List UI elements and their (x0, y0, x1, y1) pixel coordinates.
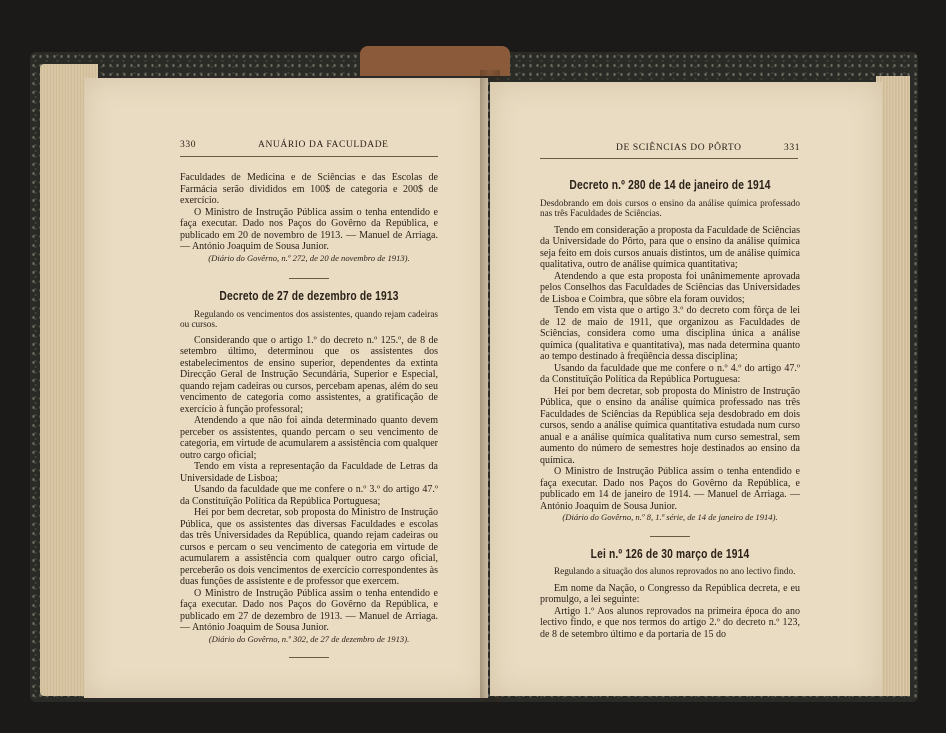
right-running-head: DE SCIÊNCIAS DO PÔRTO (616, 143, 742, 153)
law-title: Lei n.º 126 de 30 março de 1914 (590, 546, 750, 561)
paragraph: Tendo em vista que o artigo 3.º do decreto com fôrça de lei de 12 de maio de 1911, que organizou as Faculdades de Sciências, considera como uma disciplina única a análise química (qualitativa e quantitativa), mas nada determina quanto ao tempo destinado à freqüência dessa disciplina; (540, 305, 800, 362)
left-text-block (180, 172, 438, 658)
citation: (Diário do Govêrno, n.º 8, 1.ª série, de 14 de janeiro de 1914). (562, 512, 778, 522)
right-text-block (540, 180, 800, 640)
paragraph: Hei por bem decretar, sob proposta do Ministro de Instrução Pública, que os assistentes das diversas Faculdades e escolas das três Universidades da República, quando rejam cadeiras ou cursos e percam o seu vencimento de categoria em virtude de acumularem a assistência com qualquer outro cargo oficial, perceberão os dois vencimentos de exercício correspondentes às duas funções de assistente e de professor que exercem. (180, 507, 438, 587)
paragraph: O Ministro de Instrução Pública assim o tenha entendido e faça executar. Dado nos Paços do Govêrno da República, e publicado em 27 de dezembro de 1913. — Manuel de Arriaga. — António Joaquim de Sousa Junior. (180, 587, 438, 633)
paragraph: Considerando que o artigo 1.º do decreto n.º 125.º, de 8 de setembro último, determinou que os assistentes dos estabelecimentos de ensino superior, dependentes da extinta Direcção Geral de Instrução Secundária, Superior e Especial, quando rejam cadeiras ou cursos, percebam apenas, além do seu vencimento de categoria como assistentes, a gratificação de exercício à função professoral; (180, 334, 438, 415)
right-page-number: 331 (784, 143, 801, 153)
citation: (Diário do Govêrno, n.º 272, de 20 de novembro de 1913). (208, 252, 410, 263)
law-summary: Regulando a situação dos alunos reprovados no ano lectivo findo. (554, 566, 796, 576)
citation: (Diário do Govêrno, n.º 302, de 27 de dezembro de 1913). (208, 633, 410, 644)
paragraph: O Ministro de Instrução Pública assim o tenha entendido e faça executar. Dado nos Paços do Govêrno da República, e publicado em 14 de janeiro de 1914. — Manuel de Arriaga. — António Joaquim de Sousa Junior. (540, 466, 800, 512)
paragraph: Hei por bem decretar, sob proposta do Ministro de Instrução Pública, que o ensino da análise química professado nas três Faculdades de Sciências da República seja desdobrado em dois cursos, sendo a análise química quantitativa estudada num curso anual e a análise química qualitativa num curso semestral, sem aumento do número de semestres hoje destinados ao ensino da química. (540, 385, 800, 466)
paragraph: Usando da faculdade que me confere o n.º 3.º do artigo 47.º da Constituïção Política da República Portuguesa; (180, 484, 438, 507)
paragraph: Tendo em consideração a proposta da Faculdade de Sciências da Universidade do Pôrto, para que o ensino da análise química seja feito em dois cursos anuais distintos, um de análise química qualitativa, outro de análise química quantitativa; (540, 224, 800, 270)
paragraph: O Ministro de Instrução Pública assim o tenha entendido e faça executar. Dado nos Paços do Govêrno da República, e publicado em 20 de novembro de 1913. — Manuel de Arriaga. — António Joaquim de Sousa Junior. (180, 206, 438, 252)
paragraph: Artigo 1.º Aos alunos reprovados na primeira época do ano lectivo findo, e que nos termos do artigo 2.º do decreto n.º 123, de 8 de setembro último e da portaria de 15 do (540, 605, 800, 640)
decree-summary: Regulando os vencimentos dos assistentes, quando rejam cadeiras ou cursos. (180, 308, 438, 329)
left-running-head: ANUÁRIO DA FACULDADE (258, 140, 389, 150)
paragraph: Em nome da Nação, o Congresso da República decreta, e eu promulgo, a lei seguinte: (540, 582, 800, 605)
decree-title: Decreto n.º 280 de 14 de janeiro de 1914 (569, 178, 771, 192)
left-page-number: 330 (180, 140, 197, 150)
paragraph: Faculdades de Medicina e de Sciências e das Escolas de Farmácia serão divididos em 100$ de categoria e 200$ de exercício. (180, 172, 438, 206)
paragraph: Usando da faculdade que me confere o n.º 4.º do artigo 47.º da Constituïção Política da República Portuguesa: (540, 362, 800, 385)
paragraph: Atendendo a que não foi ainda determinado quanto devem perceber os assistentes, quando percam o seu vencimento de categoria, em virtude de acumularem a assistência com qualquer outro cargo oficial; (180, 415, 438, 461)
decree-summary: Desdobrando em dois cursos o ensino da análise química professado nas três Faculdades de Sciências. (540, 197, 800, 218)
paragraph: Atendendo a que esta proposta foi unânimemente aprovada pelos Conselhos das Faculdades de Sciências das Universidades de Lisboa e Coimbra, que sôbre ela foram ouvidos; (540, 270, 800, 305)
right-header-rule (540, 158, 798, 159)
paragraph: Tendo em vista a representação da Faculdade de Letras da Universidade de Lisboa; (180, 461, 438, 484)
left-header-rule (180, 156, 438, 157)
decree-title: Decreto de 27 de dezembro de 1913 (219, 289, 399, 303)
separator (289, 657, 329, 658)
